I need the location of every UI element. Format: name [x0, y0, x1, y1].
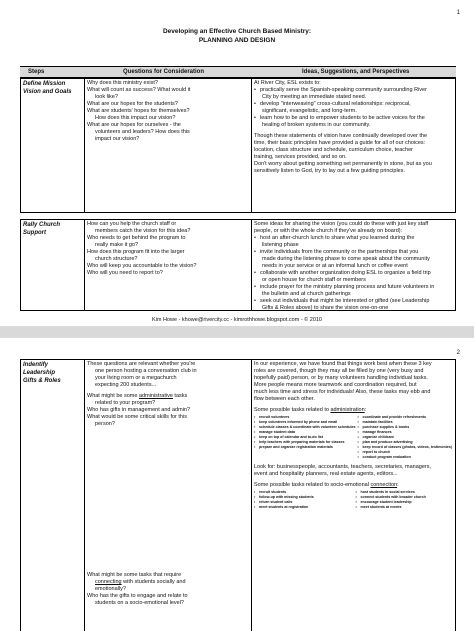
idea-line: • seek out individuals that might be interested or gifted (see Leadership [254, 298, 453, 305]
admin-intro: Some possible tasks related to administration: [254, 407, 367, 413]
list-item: • keep volunteers informed by phone and email [254, 420, 354, 425]
question-line: emotionally? [95, 586, 126, 592]
question-line: Who has gifts in management and admin? [87, 407, 191, 413]
idea-line: people, or with the whole church if they've already on board): [254, 228, 403, 234]
step-cell: Rally Church Support [21, 220, 85, 310]
idea-line: • invite individuals from the community or the partnerships that you [254, 249, 453, 256]
question-line: These questions are relevant whether you're [87, 361, 196, 367]
idea-line: the bulletin and at church gatherings [262, 291, 351, 297]
list-item: Look for: businesspeople, accountants, teachers, secretaries, managers, [254, 464, 432, 470]
questions-cell [85, 360, 252, 631]
step-cell: Define Mission Vision and Goals [21, 79, 85, 212]
ideas-cell [252, 79, 455, 212]
list-item: • meet students at events [356, 505, 454, 510]
list-item: • conduct program evaluation [358, 455, 454, 460]
question-line: look like? [95, 94, 118, 100]
list-item: • schedule classes & coordinate with volunteer schedules [254, 425, 354, 430]
table-row-church-support [20, 219, 456, 311]
idea-line: training, services provided, and so on. [254, 154, 347, 160]
question-line: members catch the vision for this idea? [95, 228, 191, 234]
idea-line: • include prayer for the ministry planning process and future volunteers in [254, 284, 453, 291]
questions-cell [85, 220, 252, 310]
ideas-cell [252, 220, 455, 310]
list-item: • manage finances [358, 430, 454, 435]
question-line: How does this program fit into the larger [87, 249, 185, 255]
list-item: • plan and produce advertising [358, 440, 454, 445]
list-item: • coordinate and provide refreshments [358, 415, 454, 420]
list-item: • return student calls [254, 500, 352, 505]
idea-line: needs in your service or at an informal lunch or coffee event [262, 263, 408, 269]
list-item: • recruit students [254, 490, 352, 495]
list-item: • report to church [358, 450, 454, 455]
idea-line: sensitively listen to God, try to lay out a few guiding principles. [254, 168, 406, 174]
idea-line: location, class structure and schedule, curriculum choice, teacher [254, 147, 413, 153]
question-line: Who will you need to report to? [87, 270, 163, 276]
list-item: • organize childcare [358, 435, 454, 440]
question-line: your living room or a megachurch [95, 375, 177, 381]
idea-line: Though these statements of vision have continually developed over the [254, 133, 428, 139]
idea-line: Gifts & Roles above) to share the vision one-on-one [262, 305, 389, 310]
question-line: church structure? [95, 256, 138, 262]
list-item: • purchase supplies & books [358, 425, 454, 430]
social-intro: Some possible tasks related to socio-emotional connection: [254, 482, 399, 488]
table-row-leadership [20, 359, 456, 631]
list-item: much less time and stress for individuals! Also, these tasks may ebb and [254, 389, 431, 395]
idea-line: listening phase [262, 242, 299, 248]
question-line: What might be some tasks that require [87, 572, 182, 578]
list-item: roles are covered, though they may all be filled by one (very busy and [254, 368, 424, 374]
idea-line: City by meeting an immediate stated need. [262, 94, 367, 100]
question-line: What are students' hopes for themselves? [87, 108, 190, 114]
list-item: event and hospitality planners, real estate agents, editors... [254, 471, 398, 477]
page-number: 1 [456, 10, 460, 16]
list-item: • keep on top of calendar and to-do list [254, 435, 354, 440]
question-line: impact our vision? [95, 136, 140, 142]
question-line: How does this impact our vision? [95, 115, 176, 121]
list-item: In our experience, we have found that things work best when these 3 key [254, 361, 432, 367]
admin-question: What might be some administrative tasks [87, 393, 188, 399]
question-line: What are our hopes for ourselves - the [87, 122, 181, 128]
list-item: flow between each other. [254, 396, 315, 402]
list-item: • keep record of classes (photos, videos, testimonies) [358, 445, 454, 450]
social-task-list [254, 490, 453, 510]
idea-line: or open house for church staff or members [262, 277, 366, 283]
idea-line: • practically serve the Spanish-speaking community surrounding River [254, 87, 453, 94]
document-title: Developing an Effective Church Based Ministry: [162, 28, 312, 35]
list-item: • follow-up with missing students [254, 495, 352, 500]
question-line: Why does this ministry exist? [87, 80, 158, 86]
idea-line: • collaborate with another organization doing ESL to organize a field trip [254, 270, 453, 277]
idea-line: Some ideas for sharing the vision (you could do these with just key staff [254, 221, 429, 227]
page-separator [0, 326, 474, 338]
question-line: students on a socio-emotional level? [95, 600, 184, 606]
idea-line: • host an after-church lunch to share what you learned during the [254, 235, 453, 242]
page-footer: Kim Howe - khowe@rivercity.cc - kimrothhowe.blogspot.com - © 2010 [151, 317, 322, 323]
idea-line: • develop "interweaving" cross-cultural relationships: reciprocal, [254, 101, 453, 108]
question-line: What are our hopes for the students? [87, 101, 178, 107]
table-header [20, 66, 456, 78]
idea-line: • learn how to be and to empower students to be active voices for the [254, 115, 453, 122]
list-item: • host students in social services [356, 490, 454, 495]
list-item: • manage student data [254, 430, 354, 435]
table-row-mission [20, 78, 456, 213]
question-line: volunteers and leaders? How does this [95, 129, 190, 135]
question-line: related to your program? [95, 400, 156, 406]
idea-line: Don't worry about getting something set permanently in stone, but as you [254, 161, 432, 167]
question-line: Who has the gifts to engage and relate to [87, 593, 188, 599]
question-line: What will count as success? What would it [87, 87, 191, 93]
list-item: • recruit volunteers [254, 415, 354, 420]
list-item: • prepare and organize registration materials [254, 445, 354, 450]
questions-cell [85, 79, 252, 212]
question-line: person? [95, 421, 115, 427]
list-item: • connect students with broader church [356, 495, 454, 500]
list-item: • meet students at registration [254, 505, 352, 510]
admin-task-list [254, 415, 453, 460]
idea-line: time, their basic principles have provided a guide for all of our choices: [254, 140, 426, 146]
step-cell: Indentify Leadership Gifts & Roles [21, 360, 85, 631]
header-ideas: Ideas, Suggestions, and Perspectives [302, 69, 410, 75]
idea-line: made during the listening phase to come speak about the community [262, 256, 430, 262]
header-questions: Questions for Consideration [123, 69, 205, 75]
question-line: How can you help the church staff or [87, 221, 177, 227]
question-line: one person hosting a conversation club in [95, 368, 197, 374]
idea-line: healing of broken systems in our community. [262, 122, 371, 128]
ideas-cell [252, 360, 455, 631]
header-steps: Steps [28, 69, 45, 75]
list-item: hopefully paid) person, or by many volunteers handling individual tasks. [254, 375, 428, 381]
idea-line: At River City, ESL exists to: [254, 80, 321, 86]
question-line: Who needs to get behind the program to [87, 235, 186, 241]
question-line: expecting 200 students... [95, 382, 157, 388]
question-line: What would be some critical skills for this [87, 414, 187, 420]
list-item: • encourage student leadership [356, 500, 454, 505]
idea-line: significant, evangelistic, and long-term. [262, 108, 357, 114]
page-number: 2 [456, 350, 460, 356]
question-line: really make it go? [95, 242, 139, 248]
connect-question: connecting with students socially and [95, 579, 186, 585]
list-item: • maintain facilities [358, 420, 454, 425]
document-subtitle: PLANNING AND DESIGN [198, 37, 276, 44]
list-item: More people means more teamwork and coordination required, but [254, 382, 417, 388]
document-page-2 [0, 338, 474, 631]
list-item: • help teachers with preparing materials for classes [254, 440, 354, 445]
question-line: Who will keep you accountable to the vision? [87, 263, 197, 269]
